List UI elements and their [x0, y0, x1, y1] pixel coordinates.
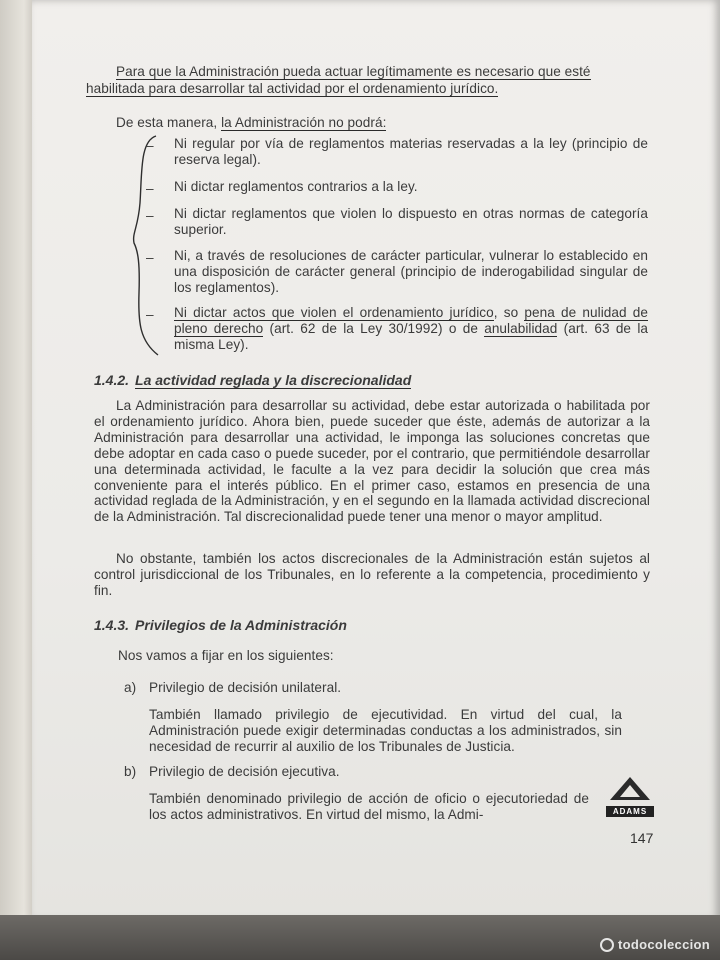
section-143-intro: Nos vamos a fijar en los siguientes: — [118, 648, 334, 663]
item-b-text: También denominado privilegio de acción de oficio o ejecutoriedad de los actos administrativos. En virtud del mismo, la Admi- — [149, 791, 589, 822]
bullet-5-underlined-1: Ni dictar actos que violen el ordenamiento jurídico — [174, 305, 494, 320]
section-142-paragraph-2: No obstante, también los actos discrecionales de la Administración están sujetos al control jurisdiccional de los Tribunales, en lo referente a la competencia, procedimiento y fin. — [94, 551, 650, 598]
section-142-paragraph-1: La Administración para desarrollar su actividad, debe estar autorizada o habilitada por el ordenamiento jurídico. Ahora bien, puede suceder que éste, además de autorizar a la Administración para desarrollar una actividad, le imponga las soluciones concretas que debe adoptar en cada caso o puede suceder, por el contrario, que permitiéndole desarrollar una determinada actividad, le faculte a la vez para decidir la solución que crea más conveniente para el interés público. En el primer caso, estamos en presencia de una actividad reglada de la Administración, y en el segundo en la llamada actividad discrecional de la Administración. Tal discrecionalidad puede tener una menor o mayor amplitud. — [94, 398, 650, 525]
manner-underlined: la Administración no podrá: — [221, 115, 387, 130]
section-title-142: La actividad reglada y la discrecionalidad — [135, 372, 412, 388]
manner-prefix: De esta manera, — [116, 115, 222, 130]
facing-page-text-fragments — [2, 40, 22, 800]
manner-line — [116, 115, 386, 131]
item-a-title: Privilegio de decisión unilateral. — [149, 680, 342, 695]
intro-paragraph — [86, 64, 636, 97]
book-page — [32, 0, 720, 920]
item-a-text: También llamado privilegio de ejecutividad. En virtud del cual, la Administración puede exigir determinadas conductas a los administrados, sin necesidad de recurrir al auxilio de los Tribunales de Justicia. — [149, 707, 622, 754]
bullet-5-underlined-5: anulabilidad — [484, 321, 558, 336]
handwritten-bracket — [130, 133, 160, 358]
bullet-5-text-2: , so — [493, 305, 525, 320]
bullet-dash-4: – — [146, 250, 154, 265]
publisher-logo-icon — [606, 775, 654, 801]
watermark — [600, 937, 710, 952]
bullet-5-text-4: (art. 62 de la Ley 30/1992) o de — [263, 321, 485, 336]
bullet-item-5 — [174, 305, 648, 353]
bullet-item-3: Ni dictar reglamentos que violen lo dispuesto en otras normas de categoría superior. — [174, 206, 648, 237]
bullet-item-1: Ni regular por vía de reglamentos materias reservadas a la ley (principio de reserva legal). — [174, 136, 648, 167]
page-number: 147 — [630, 830, 654, 846]
section-number-143: 1.4.3. — [94, 617, 130, 633]
section-heading-143 — [94, 617, 347, 633]
intro-line-1: Para que la Administración pueda actuar legítimamente es necesario que esté — [116, 64, 591, 79]
item-a-label: a) — [124, 680, 137, 695]
section-number-142: 1.4.2. — [94, 372, 130, 388]
bullet-item-4: Ni, a través de resoluciones de carácter particular, vulnerar lo establecido en una disposición de carácter general (principio de inderogabilidad singular de los reglamentos). — [174, 248, 648, 295]
bullet-dash-1: – — [146, 138, 154, 153]
section-heading-142 — [94, 372, 411, 388]
bullet-dash-2: – — [146, 181, 154, 196]
watermark-text: todocoleccion — [617, 937, 710, 952]
section-title-143: Privilegios de la Administración — [135, 617, 347, 633]
publisher-logo-text: ADAMS — [606, 806, 654, 817]
item-b-title: Privilegio de decisión ejecutiva. — [149, 764, 340, 779]
bullet-dash-3: – — [146, 208, 154, 223]
bullet-dash-5: – — [146, 307, 154, 322]
publisher-logo — [606, 775, 654, 817]
bullet-5-underlined-3: pena de nulidad de pleno derecho — [174, 305, 648, 336]
item-b-label: b) — [124, 764, 137, 779]
bullet-5-text-6: (art. 63 de la misma Ley). — [174, 321, 648, 352]
bullet-item-2: Ni dictar reglamentos contrarios a la ley. — [174, 179, 418, 194]
watermark-icon — [600, 938, 614, 952]
intro-line-2: habilitada para desarrollar tal actividad por el ordenamiento jurídico. — [86, 81, 499, 96]
